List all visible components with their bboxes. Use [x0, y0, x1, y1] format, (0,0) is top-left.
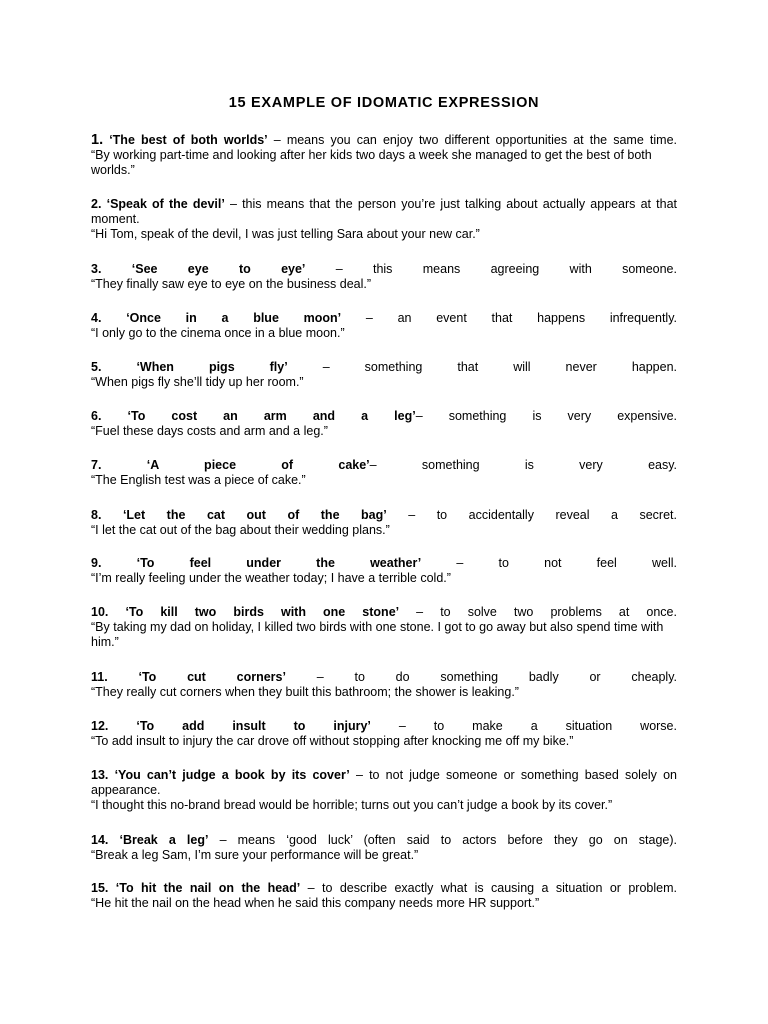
idiom-example: “By taking my dad on holiday, I killed two birds with one stone. I got to go away but also spend time with him.” — [91, 620, 664, 649]
idiom-meaning: – to solve two problems at once. — [399, 605, 677, 619]
idiom-term: ‘To cost an arm and a leg’ — [127, 409, 416, 423]
idiom-definition — [91, 719, 677, 734]
idiom-meaning: – an event that happens infrequently. — [341, 311, 677, 325]
idiom-meaning: – this means agreeing with someone. — [305, 262, 677, 276]
idiom-example: “They finally saw eye to eye on the business deal.” — [91, 277, 372, 291]
idiom-item — [91, 311, 677, 341]
idiom-definition — [91, 458, 677, 473]
idiom-definition — [91, 670, 677, 685]
idiom-example: “When pigs fly she’ll tidy up her room.” — [91, 375, 304, 389]
idiom-term: ‘The best of both worlds’ — [109, 133, 268, 147]
idiom-example: “I’m really feeling under the weather today; I have a terrible cold.” — [91, 571, 451, 585]
idiom-item — [91, 508, 677, 538]
idiom-example: “I let the cat out of the bag about their wedding plans.” — [91, 523, 390, 537]
idiom-example: “I only go to the cinema once in a blue moon.” — [91, 326, 345, 340]
idiom-definition — [91, 768, 677, 798]
idiom-item — [91, 133, 677, 178]
idiom-item — [91, 197, 677, 242]
idiom-meaning: – to make a situation worse. — [370, 719, 677, 733]
idiom-definition — [91, 605, 677, 620]
idiom-example: “To add insult to injury the car drove off without stopping after knocking me off my bike.” — [91, 734, 574, 748]
idiom-meaning: – something is very easy. — [369, 458, 678, 472]
idiom-number: 14. — [91, 833, 109, 847]
idiom-meaning: – something that will never happen. — [287, 360, 678, 374]
idiom-item — [91, 670, 677, 700]
idiom-number: 5. — [91, 360, 102, 374]
idiom-example: “He hit the nail on the head when he said this company needs more HR support.” — [91, 896, 540, 910]
idiom-definition — [91, 556, 677, 571]
idiom-meaning: – to not feel well. — [421, 556, 677, 570]
idiom-definition — [91, 311, 677, 326]
idiom-example: “Fuel these days costs and arm and a leg.” — [91, 424, 328, 438]
idiom-number: 8. — [91, 508, 102, 522]
idiom-number: 3. — [91, 262, 102, 276]
idiom-term: ‘Speak of the devil’ — [106, 197, 225, 211]
idiom-item — [91, 409, 677, 439]
idiom-definition — [91, 360, 677, 375]
idiom-item — [91, 458, 677, 488]
idiom-number: 6. — [91, 409, 102, 423]
idiom-item — [91, 605, 677, 650]
idiom-term: ‘To cut corners’ — [138, 670, 286, 684]
idiom-number: 7. — [91, 458, 102, 472]
idiom-number: 1. — [91, 132, 104, 148]
idiom-number: 11. — [91, 670, 108, 684]
idiom-term: ‘You can’t judge a book by its cover’ — [114, 768, 350, 782]
idiom-term: ‘A piece of cake’ — [146, 458, 370, 472]
idiom-term: ‘To hit the nail on the head’ — [115, 881, 301, 895]
idiom-number: 9. — [91, 556, 102, 570]
idiom-item — [91, 833, 677, 863]
idiom-term: ‘Once in a blue moon’ — [126, 311, 342, 325]
idiom-term: ‘See eye to eye’ — [131, 262, 306, 276]
idiom-item — [91, 881, 677, 911]
idiom-meaning: – this means that the person you’re just talking about actually appears at that moment. — [91, 197, 677, 226]
idiom-definition — [91, 133, 677, 148]
idiom-term: ‘To feel under the weather’ — [136, 556, 422, 570]
idiom-meaning: – means ‘good luck’ (often said to actors before they go on stage). — [208, 833, 677, 847]
idiom-example: “The English test was a piece of cake.” — [91, 473, 306, 487]
idiom-number: 4. — [91, 311, 102, 325]
idiom-example: “Hi Tom, speak of the devil, I was just telling Sara about your new car.” — [91, 227, 480, 241]
idiom-term: ‘Let the cat out of the bag’ — [122, 508, 387, 522]
idiom-definition — [91, 881, 677, 896]
idiom-definition — [91, 409, 677, 424]
idiom-definition — [91, 833, 677, 848]
idiom-meaning: – means you can enjoy two different opportunities at the same time. — [267, 133, 677, 147]
idiom-item — [91, 262, 677, 292]
idiom-example: “By working part-time and looking after her kids two days a week she managed to get the best of both worlds.” — [91, 148, 652, 177]
idiom-meaning: – to not judge someone or something based solely on appearance. — [91, 768, 678, 797]
idiom-meaning: – to accidentally reveal a secret. — [386, 508, 677, 522]
idiom-definition — [91, 508, 677, 523]
idiom-definition — [91, 262, 677, 277]
idiom-example: “They really cut corners when they built this bathroom; the shower is leaking.” — [91, 685, 519, 699]
idiom-meaning: – to describe exactly what is causing a situation or problem. — [300, 881, 677, 895]
idiom-item — [91, 360, 677, 390]
idiom-number: 2. — [91, 197, 102, 211]
idiom-number: 12. — [91, 719, 109, 733]
idiom-term: ‘When pigs fly’ — [136, 360, 288, 374]
idiom-number: 15. — [91, 881, 109, 895]
idiom-meaning: – to do something badly or cheaply. — [285, 670, 678, 684]
idiom-term: ‘Break a leg’ — [119, 833, 209, 847]
idiom-meaning: – something is very expensive. — [415, 409, 677, 423]
idiom-term: ‘To kill two birds with one stone’ — [125, 605, 400, 619]
idiom-item — [91, 768, 677, 813]
idiom-example: “I thought this no-brand bread would be horrible; turns out you can’t judge a book by its cover.” — [91, 798, 613, 812]
idiom-item — [91, 719, 677, 749]
idiom-term: ‘To add insult to injury’ — [136, 719, 371, 733]
idiom-item — [91, 556, 677, 586]
idiom-example: “Break a leg Sam, I’m sure your performance will be great.” — [91, 848, 419, 862]
page-title: 15 EXAMPLE OF IDOMATIC EXPRESSION — [228, 95, 540, 111]
idiom-number: 10. — [91, 605, 109, 619]
idiom-number: 13. — [91, 768, 109, 782]
idiom-definition — [91, 197, 677, 227]
